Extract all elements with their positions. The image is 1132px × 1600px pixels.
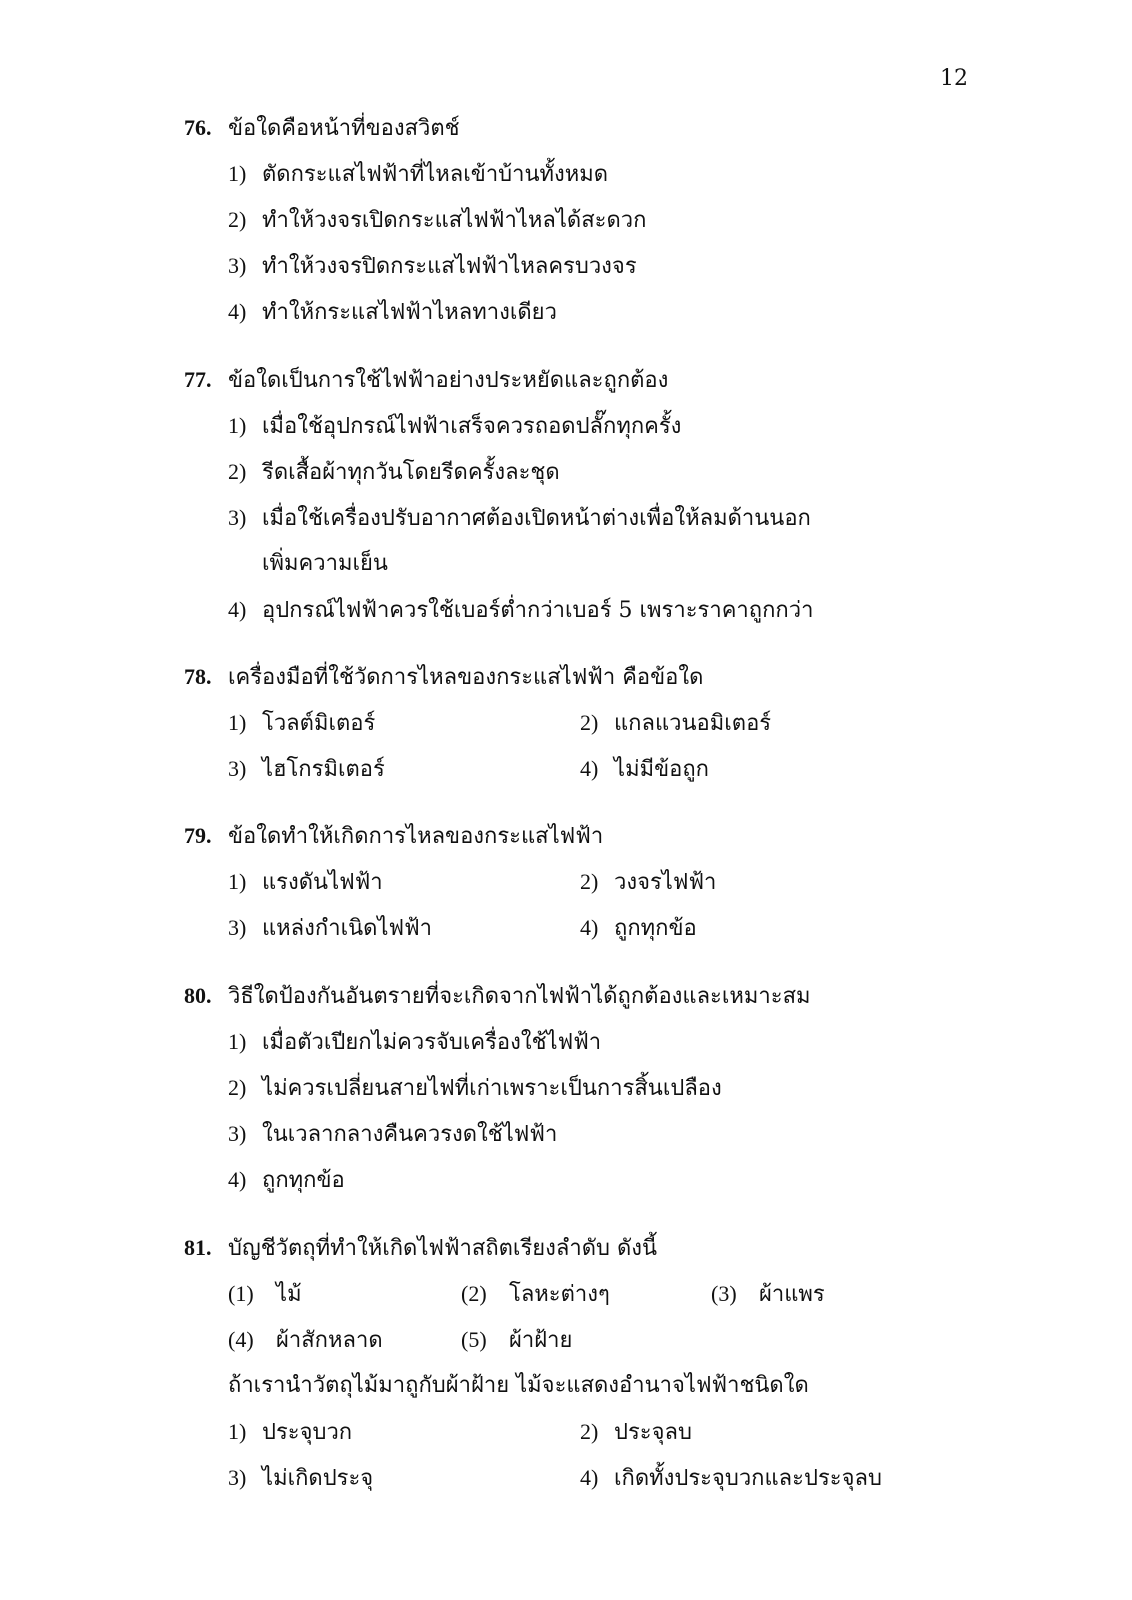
- question-text: วิธีใดป้องกันอันตรายที่จะเกิดจากไฟฟ้าได้ถูกต้องและเหมาะสม: [228, 984, 811, 1009]
- option-number: 4): [580, 756, 599, 781]
- option-3[interactable]: [228, 243, 964, 289]
- option-2[interactable]: [228, 449, 964, 495]
- option-3[interactable]: [228, 1111, 964, 1157]
- option-1[interactable]: [228, 859, 580, 905]
- question-title: [184, 973, 964, 1019]
- option-text: ไม่เกิดประจุ: [262, 1466, 374, 1491]
- option-number: 3): [228, 1121, 247, 1146]
- option-text: ถูกทุกข้อ: [262, 1168, 345, 1193]
- item-number: (4): [228, 1327, 254, 1352]
- option-text: ในเวลากลางคืนควรงดใช้ไฟฟ้า: [262, 1122, 558, 1147]
- list-item: [228, 1271, 461, 1317]
- option-number: 2): [580, 869, 599, 894]
- option-text: ถูกทุกข้อ: [614, 916, 697, 941]
- options-row: [228, 905, 964, 951]
- option-text: ทำให้วงจรปิดกระแสไฟฟ้าไหลครบวงจร: [262, 254, 637, 279]
- option-number: 4): [228, 299, 247, 324]
- option-number: 1): [228, 710, 247, 735]
- question-number: 80.: [184, 983, 212, 1008]
- option-text: ไม่ควรเปลี่ยนสายไฟที่เก่าเพราะเป็นการสิ้นเปลือง: [262, 1076, 722, 1101]
- item-number: (3): [711, 1281, 737, 1306]
- list-item: [461, 1271, 711, 1317]
- option-text: เมื่อตัวเปียกไม่ควรจับเครื่องใช้ไฟฟ้า: [262, 1030, 602, 1055]
- question-title: [184, 654, 964, 700]
- option-4[interactable]: [580, 905, 932, 951]
- item-number: (1): [228, 1281, 254, 1306]
- option-2[interactable]: [580, 700, 932, 746]
- option-text: แรงดันไฟฟ้า: [262, 870, 383, 895]
- option-text: ประจุลบ: [614, 1420, 692, 1445]
- question-number: 79.: [184, 823, 212, 848]
- options-row: [228, 1455, 964, 1501]
- item-text: ผ้าสักหลาด: [276, 1328, 383, 1353]
- question-title: [184, 1225, 964, 1271]
- question-text: ข้อใดคือหน้าที่ของสวิตช์: [228, 116, 460, 141]
- page-number: 12: [940, 66, 968, 91]
- option-2[interactable]: [580, 1409, 932, 1455]
- option-1[interactable]: [228, 1019, 964, 1065]
- option-number: 1): [228, 1029, 247, 1054]
- question-text: บัญชีวัตถุที่ทำให้เกิดไฟฟ้าสถิตเรียงลำดับ ดังนี้: [228, 1236, 658, 1261]
- option-number: 1): [228, 869, 247, 894]
- question-number: 77.: [184, 367, 212, 392]
- option-number: 3): [228, 915, 247, 940]
- options: [228, 151, 964, 335]
- option-4[interactable]: [228, 289, 964, 335]
- list-item: [228, 1317, 461, 1363]
- question-title: [184, 357, 964, 403]
- option-3[interactable]: [228, 495, 964, 541]
- option-2[interactable]: [228, 197, 964, 243]
- option-number: 2): [228, 459, 247, 484]
- option-3[interactable]: [228, 1455, 580, 1501]
- option-2[interactable]: [580, 859, 932, 905]
- option-4[interactable]: [580, 746, 932, 792]
- question-76: [184, 105, 964, 335]
- option-1[interactable]: [228, 403, 964, 449]
- question-text: เครื่องมือที่ใช้วัดการไหลของกระแสไฟฟ้า คือข้อใด: [228, 665, 704, 690]
- question-stem: ถ้าเรานำวัตถุไม้มาถูกับผ้าฝ้าย ไม้จะแสดงอำนาจไฟฟ้าชนิดใด: [228, 1373, 809, 1398]
- option-number: 1): [228, 413, 247, 438]
- question-81: [184, 1225, 964, 1501]
- item-list-row: [228, 1271, 964, 1317]
- option-number: 2): [580, 710, 599, 735]
- option-3[interactable]: [228, 746, 580, 792]
- option-number: 4): [228, 1167, 247, 1192]
- question-text: ข้อใดทำให้เกิดการไหลของกระแสไฟฟ้า: [228, 824, 604, 849]
- option-1[interactable]: [228, 700, 580, 746]
- option-text: แหล่งกำเนิดไฟฟ้า: [262, 916, 432, 941]
- option-1[interactable]: [228, 151, 964, 197]
- option-text: ไฮโกรมิเตอร์: [262, 757, 385, 782]
- option-text: เมื่อใช้เครื่องปรับอากาศต้องเปิดหน้าต่างเพื่อให้ลมด้านนอก: [262, 506, 811, 531]
- option-text: รีดเสื้อผ้าทุกวันโดยรีดครั้งละชุด: [262, 460, 560, 485]
- option-4[interactable]: [228, 1157, 964, 1203]
- item-text: ไม้: [276, 1282, 302, 1307]
- option-number: 1): [228, 1419, 247, 1444]
- option-text: ทำให้วงจรเปิดกระแสไฟฟ้าไหลได้สะดวก: [262, 208, 647, 233]
- question-text: ข้อใดเป็นการใช้ไฟฟ้าอย่างประหยัดและถูกต้อง: [228, 368, 669, 393]
- option-number: 2): [580, 1419, 599, 1444]
- option-text: เกิดทั้งประจุบวกและประจุลบ: [614, 1466, 882, 1491]
- option-text: ทำให้กระแสไฟฟ้าไหลทางเดียว: [262, 300, 557, 325]
- option-text: ไม่มีข้อถูก: [614, 757, 709, 782]
- option-1[interactable]: [228, 1409, 580, 1455]
- question-80: [184, 973, 964, 1203]
- question-title: [184, 813, 964, 859]
- options-row: [228, 700, 964, 746]
- option-number: 2): [228, 207, 247, 232]
- question-number: 76.: [184, 115, 212, 140]
- options-row: [228, 1409, 964, 1455]
- option-text: ประจุบวก: [262, 1420, 353, 1445]
- list-item: [711, 1271, 871, 1317]
- item-list-row: [228, 1317, 964, 1363]
- question-78: [184, 654, 964, 792]
- options-row: [228, 746, 964, 792]
- list-item: [461, 1317, 711, 1363]
- question-number: 81.: [184, 1235, 212, 1260]
- options: [228, 403, 964, 633]
- item-text: โลหะต่างๆ: [509, 1282, 610, 1307]
- option-number: 3): [228, 505, 247, 530]
- option-text: โวลต์มิเตอร์: [262, 711, 376, 736]
- option-text: วงจรไฟฟ้า: [614, 870, 717, 895]
- options: [228, 859, 964, 951]
- options-row: [228, 859, 964, 905]
- options: [228, 1019, 964, 1203]
- options: [228, 700, 964, 792]
- option-number: 2): [228, 1075, 247, 1100]
- option-text: แกลแวนอมิเตอร์: [614, 711, 772, 736]
- option-3[interactable]: [228, 905, 580, 951]
- question-79: [184, 813, 964, 951]
- question-77: [184, 357, 964, 633]
- option-text: เมื่อใช้อุปกรณ์ไฟฟ้าเสร็จควรถอดปลั๊กทุกครั้ง: [262, 414, 682, 439]
- option-number: 4): [580, 915, 599, 940]
- option-text: ตัดกระแสไฟฟ้าที่ไหลเข้าบ้านทั้งหมด: [262, 162, 609, 187]
- option-number: 3): [228, 253, 247, 278]
- option-number: 4): [228, 597, 247, 622]
- item-number: (5): [461, 1327, 487, 1352]
- option-text: อุปกรณ์ไฟฟ้าควรใช้เบอร์ต่ำกว่าเบอร์ 5 เพราะราคาถูกกว่า: [262, 598, 814, 623]
- question-number: 78.: [184, 664, 212, 689]
- item-text: ผ้าฝ้าย: [509, 1328, 573, 1353]
- option-number: 1): [228, 161, 247, 186]
- option-number: 3): [228, 1465, 247, 1490]
- option-4[interactable]: [580, 1455, 932, 1501]
- option-2[interactable]: [228, 1065, 964, 1111]
- option-4[interactable]: [228, 587, 964, 633]
- item-text: ผ้าแพร: [759, 1282, 825, 1307]
- options: [228, 1271, 964, 1501]
- option-number: 3): [228, 756, 247, 781]
- item-number: (2): [461, 1281, 487, 1306]
- option-number: 4): [580, 1465, 599, 1490]
- question-title: [184, 105, 964, 151]
- option-3-continuation: เพิ่มความเย็น: [262, 551, 388, 576]
